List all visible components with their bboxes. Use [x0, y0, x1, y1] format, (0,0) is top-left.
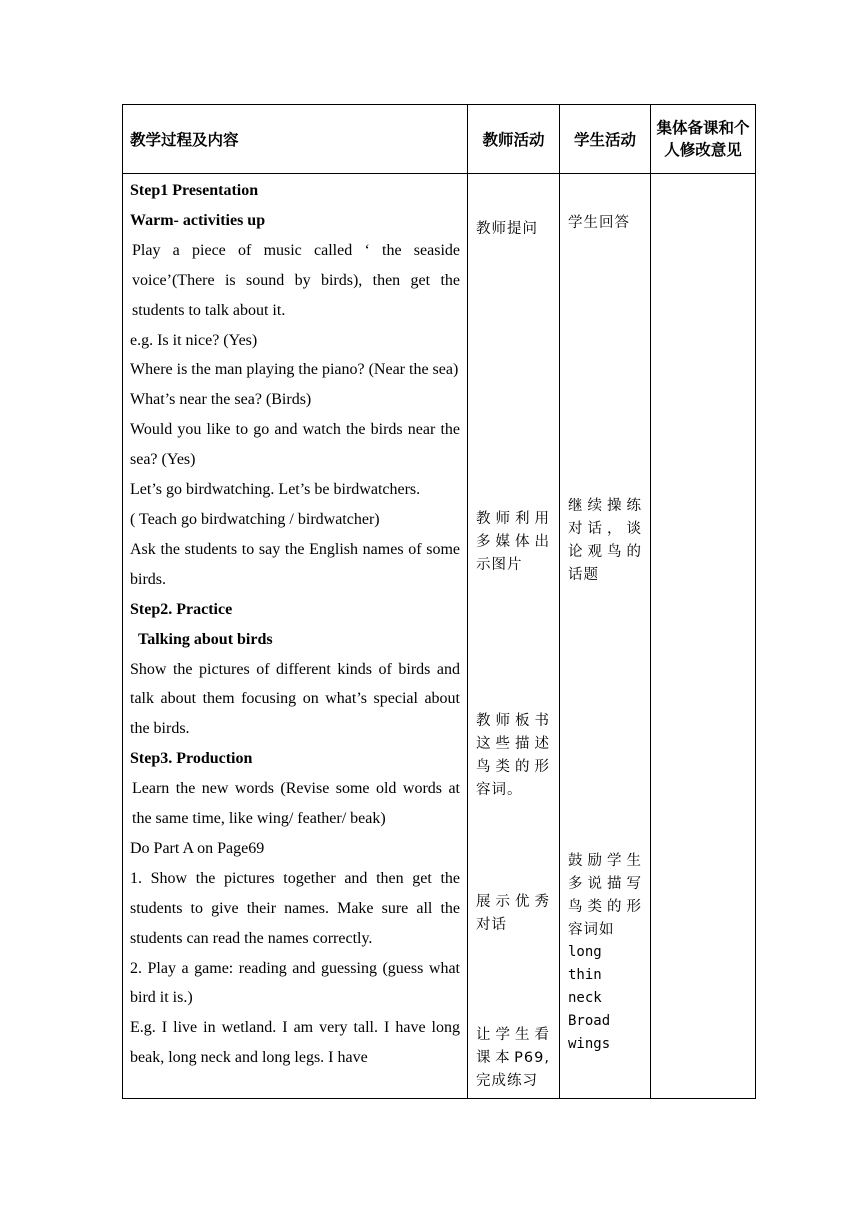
teacher-activity-cell — [468, 174, 560, 1099]
teacher-note-question: 教师提问 — [476, 221, 538, 237]
revision-notes-cell — [651, 174, 756, 1099]
content-paragraph: 1. Show the pictures together and then get the students to give their names. Make sure all the students can read the names correctly. — [130, 869, 460, 947]
teacher-note-showcase: 展示优秀对话 — [476, 894, 550, 933]
process-content-cell — [123, 174, 468, 1099]
content-paragraph: Where is the man playing the piano? (Near the sea) — [130, 361, 459, 379]
content-paragraph: What’s near the sea? (Birds) — [130, 391, 312, 409]
content-paragraph: Warm- activities up — [130, 211, 266, 229]
content-paragraph: Ask the students to say the English names of some birds. — [130, 540, 460, 588]
content-paragraph: Let’s go birdwatching. Let’s be birdwatchers. — [130, 481, 421, 499]
student-note-dialogue: 继续操练对话，谈论观鸟的话题 — [568, 498, 642, 583]
content-paragraph: Learn the new words (Revise some old words at the same time, like wing/ feather/ beak) — [132, 780, 460, 828]
teacher-note-board: 教师板书这些描述鸟类的形容词。 — [476, 713, 550, 798]
content-paragraph: E.g. I live in wetland. I am very tall. I have long beak, long neck and long legs. I have — [130, 1019, 460, 1067]
content-paragraph: Play a piece of music called ‘ the seaside voice’(There is sound by birds), then get the students to talk about it. — [132, 241, 460, 319]
lesson-plan-table — [122, 104, 756, 1099]
content-row — [123, 174, 756, 1099]
content-paragraph: Do Part A on Page69 — [130, 839, 265, 857]
student-note-encourage: 鼓励学生多说描写鸟类的形容词如 — [568, 853, 642, 938]
content-paragraph: 2. Play a game: reading and guessing (guess what bird it is.) — [130, 959, 460, 1007]
content-paragraph: Step2. Practice — [130, 600, 233, 618]
header-student-activity: 学生活动 — [560, 105, 651, 174]
teacher-note-media: 教师利用多媒体出示图片 — [476, 511, 550, 573]
teacher-note-textbook: 让学生看课本P69,完成练习 — [476, 1027, 550, 1089]
student-note-examples: long thin neck Broad wings — [568, 944, 611, 1052]
content-paragraph: Would you like to go and watch the birds near the sea? (Yes) — [130, 421, 460, 469]
content-paragraph: Talking about birds — [138, 630, 273, 648]
content-paragraph: Step3. Production — [130, 750, 253, 768]
student-note-answer: 学生回答 — [568, 215, 630, 231]
header-teacher-activity: 教师活动 — [468, 105, 560, 174]
student-activity-cell — [560, 174, 651, 1099]
content-paragraph: ( Teach go birdwatching / birdwatcher) — [130, 510, 380, 528]
header-process-content: 教学过程及内容 — [123, 105, 468, 174]
header-revision-notes: 集体备课和个人修改意见 — [651, 105, 756, 174]
content-paragraph: e.g. Is it nice? (Yes) — [130, 331, 258, 349]
header-row — [123, 105, 756, 174]
content-paragraph: Show the pictures of different kinds of birds and talk about them focusing on what’s special about the birds. — [130, 660, 460, 738]
content-paragraph: Step1 Presentation — [130, 182, 259, 199]
